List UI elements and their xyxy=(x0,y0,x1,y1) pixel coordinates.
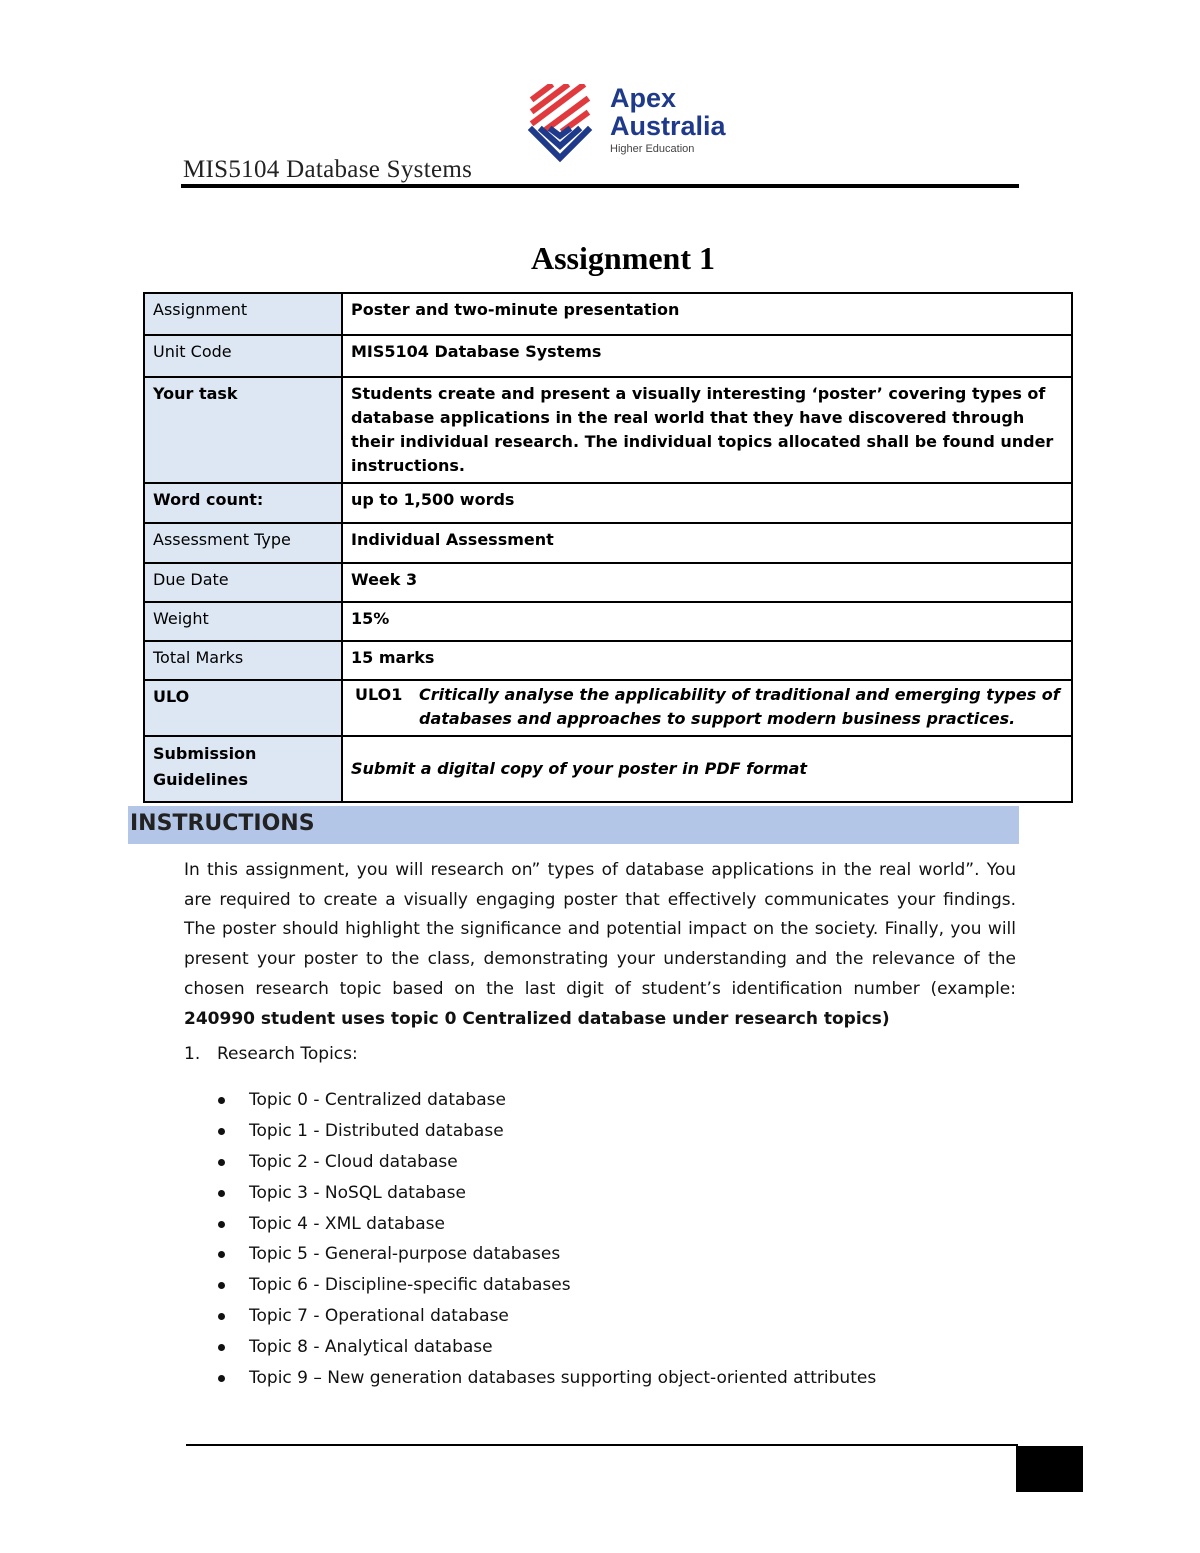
topic-text: Topic 2 - Cloud database xyxy=(249,1151,458,1172)
row-label: Total Marks xyxy=(144,641,342,680)
table-row xyxy=(144,563,1072,602)
bullet-icon xyxy=(218,1375,225,1382)
page-number: 1 xyxy=(1050,1458,1061,1483)
topic-text: Topic 4 - XML database xyxy=(249,1213,445,1234)
paragraph-bold-text: 240990 student uses topic 0 Centralized database under research topics) xyxy=(184,1008,890,1029)
topic-text: Topic 0 - Centralized database xyxy=(249,1090,506,1110)
list-item xyxy=(214,1240,876,1271)
table-row xyxy=(144,293,1072,335)
row-label: Weight xyxy=(144,602,342,641)
ulo-code: ULO1 xyxy=(355,685,403,704)
table-row xyxy=(144,335,1072,377)
row-label: Word count: xyxy=(144,483,342,523)
assignment-info-table xyxy=(143,292,1073,803)
bullet-icon xyxy=(218,1159,225,1166)
row-value: up to 1,500 words xyxy=(342,483,1072,523)
topic-text: Topic 1 - Distributed database xyxy=(249,1120,504,1141)
ulo-text-2: databases and approaches to support modern business practices. xyxy=(419,709,1016,728)
logo-name: Apex xyxy=(610,83,677,113)
table-row xyxy=(144,641,1072,680)
table-row xyxy=(144,680,1072,736)
submission-label: Submission Guidelines xyxy=(144,736,342,802)
logo-tagline: Higher Education xyxy=(610,143,695,155)
topic-text: Topic 3 - NoSQL database xyxy=(249,1182,466,1203)
row-label: Your task xyxy=(144,377,342,483)
logo-wordmark xyxy=(610,84,726,156)
list-item xyxy=(214,1364,876,1395)
list-item xyxy=(214,1179,876,1210)
row-value: Poster and two-minute presentation xyxy=(342,293,1072,335)
row-value: Week 3 xyxy=(342,563,1072,602)
list-item xyxy=(214,1333,876,1364)
bullet-icon xyxy=(218,1313,225,1320)
row-value: Students create and present a visually interesting ‘poster’ covering types of database applications in the real world that they have discovered through their individual research. The individual topics allocated shall be found under instructions. xyxy=(342,377,1072,483)
topic-text: Topic 5 - General-purpose databases xyxy=(249,1244,561,1265)
row-value: 15% xyxy=(342,602,1072,641)
list-item xyxy=(214,1302,876,1333)
row-label: Due Date xyxy=(144,563,342,602)
table-row xyxy=(144,483,1072,523)
topic-text: Topic 6 - Discipline-specific databases xyxy=(249,1275,571,1296)
bullet-icon xyxy=(218,1221,225,1228)
footer-divider xyxy=(186,1444,1018,1446)
bullet-icon xyxy=(218,1128,225,1135)
table-row xyxy=(144,602,1072,641)
ulo-label: ULO xyxy=(144,680,342,736)
list-item xyxy=(214,1210,876,1241)
unit-title-header: MIS5104 Database Systems xyxy=(183,156,473,183)
bullet-icon xyxy=(218,1097,225,1104)
research-topics-heading xyxy=(184,1044,358,1064)
table-row xyxy=(144,377,1072,483)
row-label: Assessment Type xyxy=(144,523,342,563)
bullet-icon xyxy=(218,1344,225,1351)
instructions-heading: INSTRUCTIONS xyxy=(130,811,315,836)
list-heading: Research Topics: xyxy=(217,1044,358,1064)
row-value: MIS5104 Database Systems xyxy=(342,335,1072,377)
list-item xyxy=(214,1271,876,1302)
topic-text: Topic 9 – New generation databases supporting object-oriented attributes xyxy=(249,1368,877,1389)
row-label: Unit Code xyxy=(144,335,342,377)
ulo-cell xyxy=(342,680,1072,736)
topics-list xyxy=(214,1086,876,1395)
table-row xyxy=(144,736,1072,802)
table-row xyxy=(144,523,1072,563)
paragraph-text: In this assignment, you will research on” types of database applications in the real world”. You are required to create a visually engaging poster that effectively communicates your findings. The poster should highlight the significance and potential impact on the society. Finally, you will present your poster to the class, demonstrating your understanding and the relevance of the chosen research topic based on the last digit of student’s identification number (example: xyxy=(184,860,1016,999)
list-item xyxy=(214,1086,876,1117)
row-label: Assignment xyxy=(144,293,342,335)
topic-text: Topic 7 - Operational database xyxy=(249,1306,509,1327)
header-divider xyxy=(181,184,1019,188)
ulo-text: Critically analyse the applicability of traditional and emerging types of xyxy=(419,685,1060,704)
row-value: Individual Assessment xyxy=(342,523,1072,563)
row-value: 15 marks xyxy=(342,641,1072,680)
bullet-icon xyxy=(218,1251,225,1258)
submission-value: Submit a digital copy of your poster in PDF format xyxy=(342,736,1072,802)
page-title: Assignment 1 xyxy=(530,240,715,276)
instructions-paragraph xyxy=(184,856,1016,1034)
topic-text: Topic 8 - Analytical database xyxy=(249,1337,493,1358)
list-number: 1. xyxy=(184,1044,201,1064)
list-item xyxy=(214,1148,876,1179)
bullet-icon xyxy=(218,1190,225,1197)
logo-name-2: Australia xyxy=(610,111,726,141)
apex-logo-icon xyxy=(528,84,608,166)
bullet-icon xyxy=(218,1282,225,1289)
list-item xyxy=(214,1117,876,1148)
